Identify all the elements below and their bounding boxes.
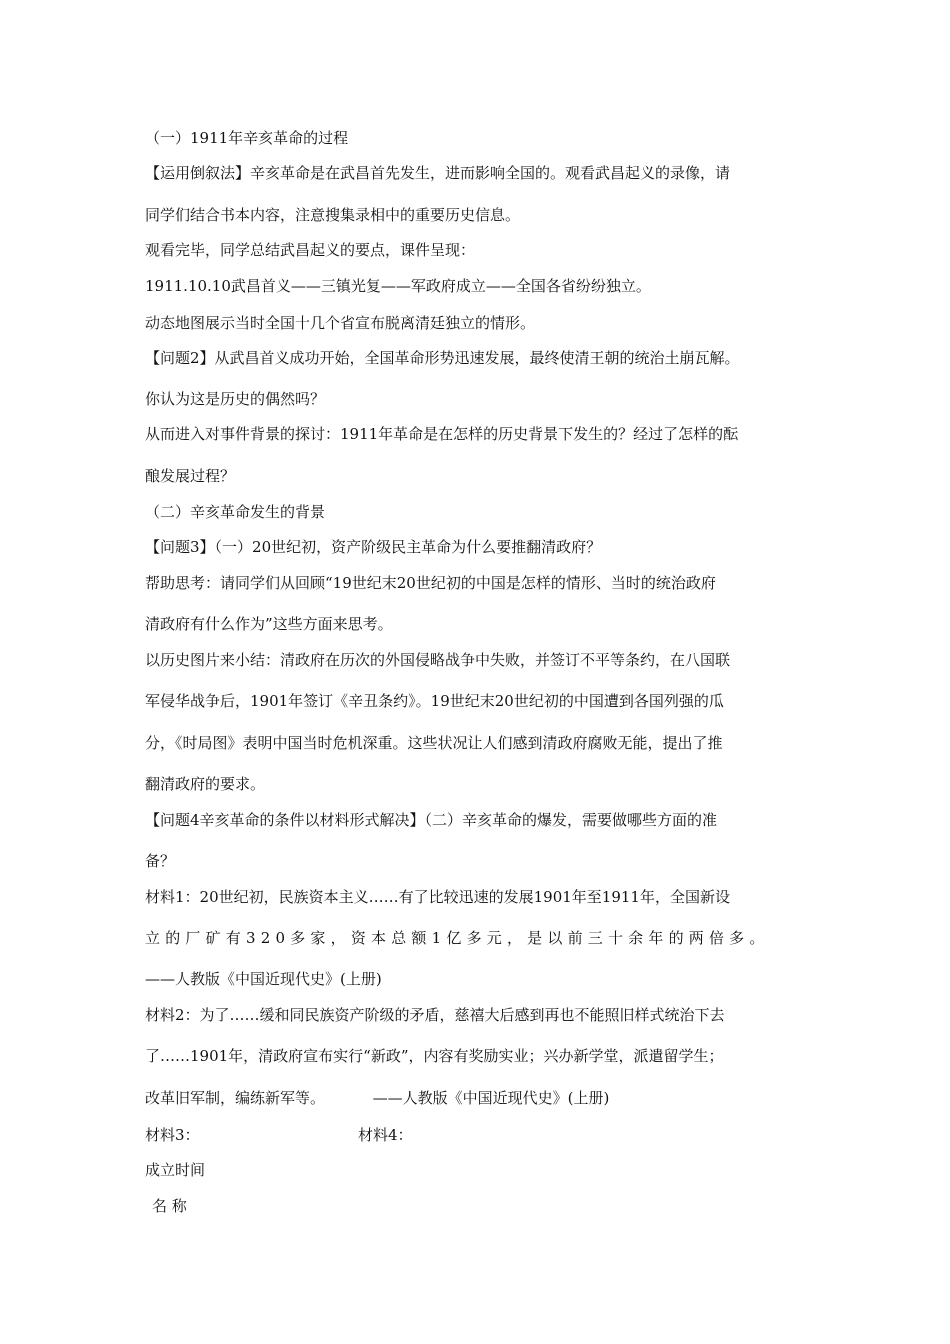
paragraph-line: 1911.10.10武昌首义——三镇光复——军政府成立——全国各省纷纷独立。 bbox=[145, 277, 651, 295]
material-1-line: 材料1：20世纪初，民族资本主义……有了比较迅速的发展1901年至1911年，全国新设 bbox=[145, 888, 730, 906]
table-label-name: 名 称 bbox=[152, 1197, 187, 1215]
paragraph-line: 军侵华战争后，1901年签订《辛丑条约》。19世纪末20世纪初的中国遭到各国列强的瓜 bbox=[145, 692, 724, 710]
paragraph-line: 以历史图片来小结：清政府在历次的外国侵略战争中失败，并签订不平等条约，在八国联 bbox=[145, 651, 731, 669]
material-2-source: 改革旧军制，编练新军等。 ——人教版《中国近现代史》(上册) bbox=[145, 1089, 610, 1107]
paragraph-line: 备？ bbox=[145, 852, 176, 870]
paragraph-line: 【问题3】（一）20世纪初，资产阶级民主革命为什么要推翻清政府？ bbox=[145, 538, 602, 556]
paragraph-line: 酿发展过程？ bbox=[145, 467, 236, 485]
paragraph-line: 从而进入对事件背景的探讨：1911年革命是在怎样的历史背景下发生的？经过了怎样的酝 bbox=[145, 425, 739, 443]
paragraph-line: 动态地图展示当时全国十几个省宣布脱离清廷独立的情形。 bbox=[145, 314, 536, 332]
material-2-line: 材料2：为了……缓和同民族资产阶级的矛盾，慈禧大后感到再也不能照旧样式统治下去 bbox=[145, 1006, 725, 1024]
paragraph-line: 【问题4辛亥革命的条件以材料形式解决】（二）辛亥革命的爆发，需要做哪些方面的准 bbox=[145, 811, 718, 829]
material-2-line: 了……1901年，清政府宣布实行“新政”，内容有奖励实业；兴办新学堂，派遣留学生； bbox=[145, 1047, 724, 1065]
section-heading-1: （一）1911年辛亥革命的过程 bbox=[145, 129, 349, 147]
material-4-label: 材料4： bbox=[358, 1126, 413, 1144]
paragraph-line: 【问题2】从武昌首义成功开始，全国革命形势迅速发展，最终使清王朝的统治土崩瓦解。 bbox=[145, 349, 740, 367]
section-heading-2: （二）辛亥革命发生的背景 bbox=[145, 503, 326, 521]
paragraph-line: 同学们结合书本内容，注意搜集录相中的重要历史信息。 bbox=[145, 206, 521, 224]
paragraph-line: 清政府有什么作为”这些方面来思考。 bbox=[145, 615, 393, 633]
paragraph-line: 帮助思考：请同学们从回顾“19世纪末20世纪初的中国是怎样的情形、当时的统治政府 bbox=[145, 574, 716, 592]
paragraph-line: 你认为这是历史的偶然吗？ bbox=[145, 390, 326, 408]
paragraph-line: 分，《时局图》表明中国当时危机深重。这些状况让人们感到清政府腐败无能，提出了推 bbox=[145, 734, 723, 752]
paragraph-line: 观看完毕，同学总结武昌起义的要点，课件呈现： bbox=[145, 241, 476, 259]
material-3-label: 材料3： bbox=[145, 1126, 200, 1144]
table-label-established-time: 成立时间 bbox=[145, 1161, 206, 1179]
material-1-source: ——人教版《中国近现代史》(上册) bbox=[145, 970, 382, 988]
paragraph-line: 翻清政府的要求。 bbox=[145, 775, 266, 793]
paragraph-line: 【运用倒叙法】辛亥革命是在武昌首先发生，进而影响全国的。观看武昌起义的录像，请 bbox=[145, 164, 731, 182]
material-1-line: 立的厂矿有320多家，资本总额1亿多元，是以前三十余年的两倍多。 bbox=[145, 929, 770, 947]
